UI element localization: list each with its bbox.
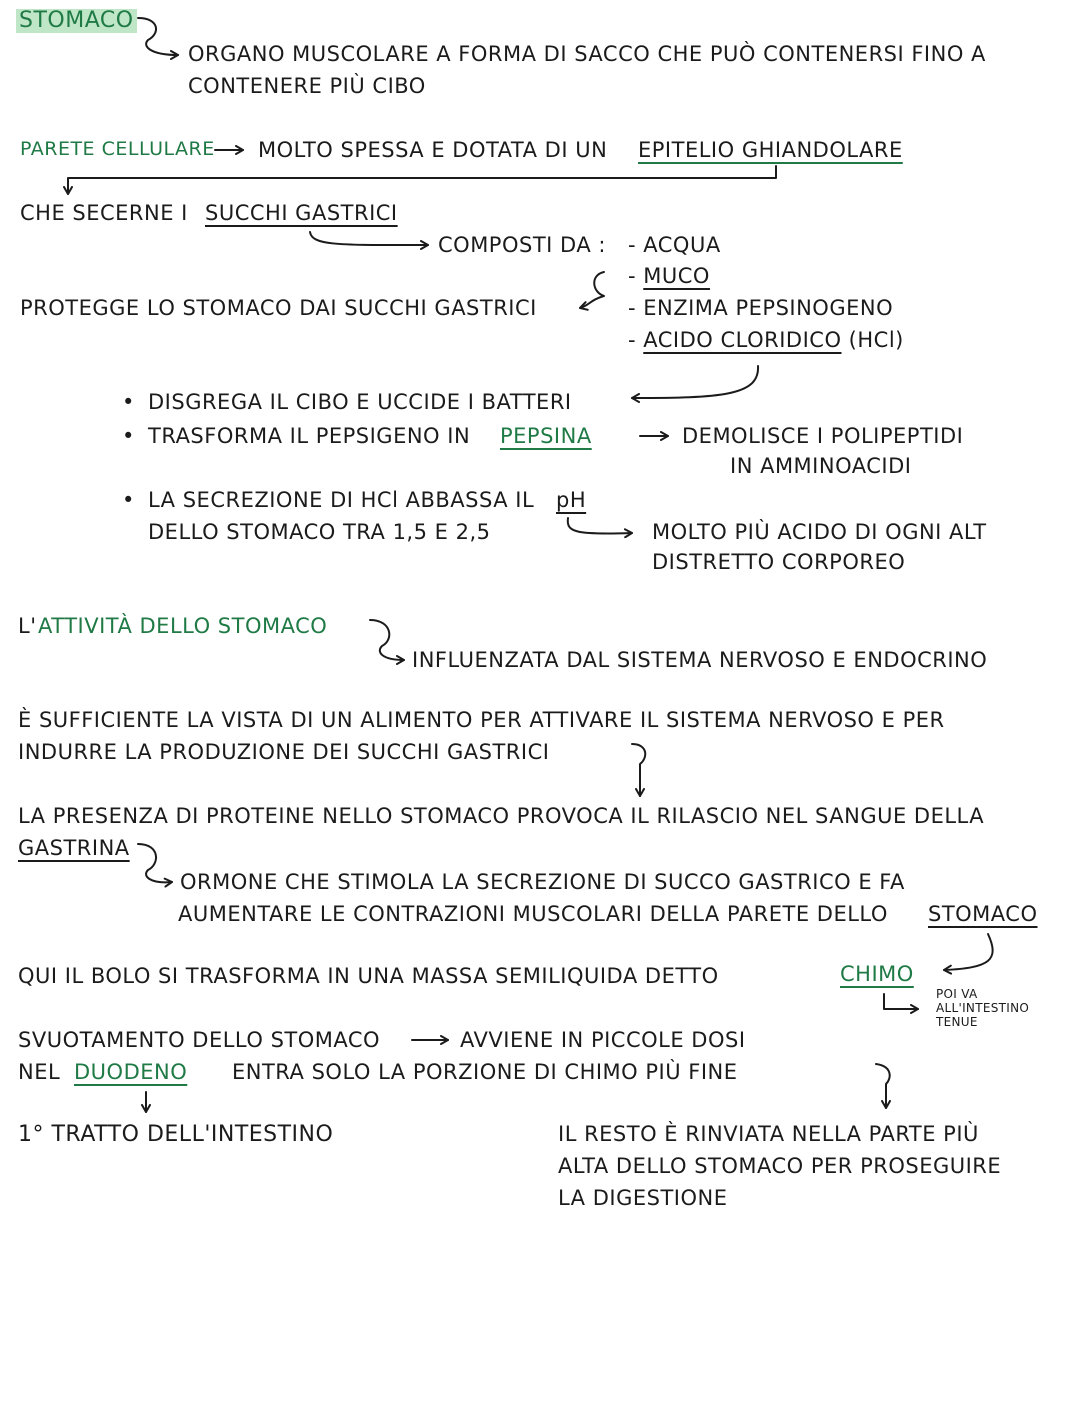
gastrina: GASTRINA <box>18 836 130 860</box>
acid-effect-2: TRASFORMA IL PEPSIGENO IN <box>148 424 471 448</box>
hook-arrow <box>310 232 428 245</box>
paragraph-line: LA PRESENZA DI PROTEINE NELLO STOMACO PROVOCA IL RILASCIO NEL SANGUE DELLA <box>18 804 985 828</box>
composition-label: COMPOSTI DA : <box>438 233 606 257</box>
hook-arrow <box>370 620 404 660</box>
secretion-text: CHE SECERNE I <box>20 201 188 225</box>
paragraph-line: È SUFFICIENTE LA VISTA DI UN ALIMENTO PER ATTIVARE IL SISTEMA NERVOSO E PER <box>18 708 945 732</box>
hook-arrow <box>138 18 178 55</box>
acid-effect-1: DISGREGA IL CIBO E UCCIDE I BATTERI <box>148 390 572 414</box>
return-arrow <box>68 166 776 194</box>
gastrina-definition: AUMENTARE LE CONTRAZIONI MUSCOLARI DELLA PARETE DELLO <box>178 902 888 926</box>
definition-line: CONTENERE PIÙ CIBO <box>188 74 426 98</box>
activity-label: ATTIVITÀ DELLO STOMACO <box>38 614 328 638</box>
wall-text: MOLTO SPESSA E DOTATA DI UN <box>258 138 608 162</box>
duodeno-note: 1° TRATTO DELL'INTESTINO <box>18 1122 334 1147</box>
acid-effect-3: LA SECREZIONE DI HCl ABBASSA IL <box>148 488 535 512</box>
pepsina-effect: DEMOLISCE I POLIPEPTIDI <box>682 424 964 448</box>
gastrina-definition: ORMONE CHE STIMOLA LA SECREZIONE DI SUCCO GASTRICO E FA <box>180 870 905 894</box>
bullet-dot: • <box>122 488 135 512</box>
chimo-text: QUI IL BOLO SI TRASFORMA IN UNA MASSA SEMILIQUIDA DETTO <box>18 964 719 988</box>
rest-text: LA DIGESTIONE <box>558 1186 728 1210</box>
wall-label: PARETE CELLULARE <box>20 138 215 160</box>
page-title: STOMACO <box>16 9 137 33</box>
chimo-note: POI VA <box>936 987 978 1001</box>
bullet-dot: • <box>122 390 135 414</box>
down-arrow <box>632 744 645 796</box>
chimo-word: CHIMO <box>840 962 914 986</box>
mucus-note: PROTEGGE LO STOMACO DAI SUCCHI GASTRICI <box>20 296 537 320</box>
gastric-juices: SUCCHI GASTRICI <box>205 201 398 225</box>
hook-arrow <box>884 994 918 1009</box>
rest-text: ALTA DELLO STOMACO PER PROSEGUIRE <box>558 1154 1002 1178</box>
composition-item: - ACIDO CLORIDICO (HCl) <box>628 328 904 352</box>
emptying-line2: NEL <box>18 1060 61 1084</box>
curved-arrow <box>944 934 993 970</box>
chimo-note: ALL'INTESTINO <box>936 1001 1030 1015</box>
hook-arrow <box>568 518 632 534</box>
pepsina: PEPSINA <box>500 424 592 448</box>
emptying-result: AVVIENE IN PICCOLE DOSI <box>460 1028 746 1052</box>
bullet-dot: • <box>122 424 135 448</box>
emptying-label: SVUOTAMENTO DELLO STOMACO <box>18 1028 381 1052</box>
ph-label: pH <box>556 488 587 512</box>
hook-arrow <box>138 844 172 882</box>
rest-text: IL RESTO È RINVIATA NELLA PARTE PIÙ <box>558 1122 979 1146</box>
duodeno: DUODENO <box>74 1060 188 1084</box>
bracket-arrow <box>580 272 604 308</box>
composition-item: - ACQUA <box>628 233 721 257</box>
paragraph-line: INDURRE LA PRODUZIONE DEI SUCCHI GASTRICI <box>18 740 550 764</box>
wall-epithelium: EPITELIO GHIANDOLARE <box>638 138 903 162</box>
ph-result: DISTRETTO CORPOREO <box>652 550 906 574</box>
stomaco-word: STOMACO <box>928 902 1038 926</box>
ph-result: MOLTO PIÙ ACIDO DI OGNI ALT <box>652 520 987 544</box>
curved-arrow <box>632 366 758 398</box>
composition-item: - ENZIMA PEPSINOGENO <box>628 296 894 320</box>
activity-result: INFLUENZATA DAL SISTEMA NERVOSO E ENDOCRINO <box>412 648 988 672</box>
definition-line: ORGANO MUSCOLARE A FORMA DI SACCO CHE PUÒ CONTENERSI FINO A <box>188 42 986 66</box>
acid-effect-3-line2: DELLO STOMACO TRA 1,5 E 2,5 <box>148 520 491 544</box>
chimo-note: TENUE <box>936 1015 978 1029</box>
emptying-line2: ENTRA SOLO LA PORZIONE DI CHIMO PIÙ FINE <box>232 1060 738 1084</box>
composition-item: - MUCO <box>628 264 710 288</box>
activity-prefix: L' <box>18 614 37 638</box>
down-arrow <box>876 1064 890 1108</box>
pepsina-effect: IN AMMINOACIDI <box>730 454 912 478</box>
